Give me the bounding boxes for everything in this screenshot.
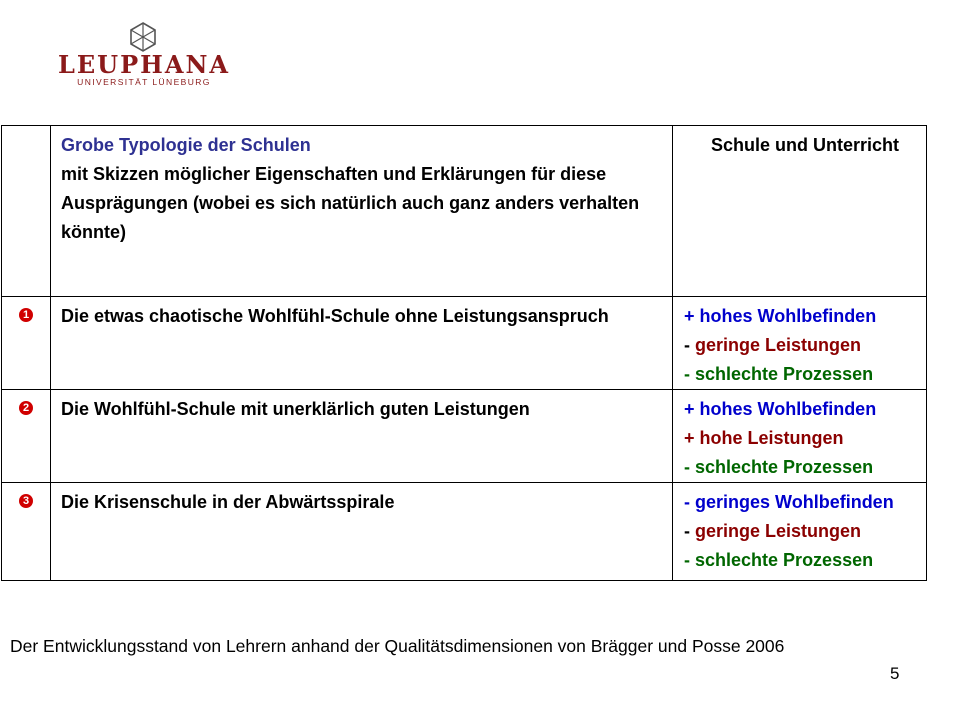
school-type-label: Die Wohlfühl-Schule mit unerklärlich guten Leistungen	[61, 399, 530, 419]
row-results	[673, 297, 927, 390]
row-number-cell	[2, 390, 51, 483]
table-title: Grobe Typologie der Schulen	[61, 135, 311, 155]
result-line: - schlechte Prozessen	[684, 364, 874, 384]
result-line: - geringes Wohlbefinden	[684, 492, 894, 512]
typology-table	[1, 125, 927, 581]
table-row	[2, 483, 927, 581]
row-description	[51, 390, 673, 483]
school-type-label: Die Krisenschule in der Abwärtsspirale	[61, 492, 395, 512]
header-number-cell	[2, 126, 51, 297]
row-results	[673, 390, 927, 483]
logo	[0, 0, 282, 124]
number-bullet-icon: 3	[19, 494, 33, 508]
table-row	[2, 390, 927, 483]
table-header-row	[2, 126, 927, 297]
page-number: 5	[890, 664, 900, 683]
logo-subtitle: UNIVERSITÄT LÜNEBURG	[77, 77, 211, 87]
column-heading: Schule und Unterricht	[710, 135, 899, 155]
leuphana-emblem-icon	[130, 22, 156, 52]
row-description	[51, 297, 673, 390]
school-type-label: Die etwas chaotische Wohlfühl-Schule ohne Leistungsanspruch	[61, 306, 609, 326]
result-line: + hohes Wohlbefinden	[684, 399, 877, 419]
result-line: + hohe Leistungen	[684, 428, 844, 448]
row-number-cell	[2, 483, 51, 581]
row-description	[51, 483, 673, 581]
result-line: - schlechte Prozessen	[684, 457, 874, 477]
row-results	[673, 483, 927, 581]
header-right-cell	[673, 126, 927, 297]
result-line: - geringe Leistungen	[684, 521, 862, 541]
table-row	[2, 297, 927, 390]
footer-caption: Der Entwicklungsstand von Lehrern anhand der Qualitätsdimensionen von Brägger und Posse 2006	[10, 636, 785, 656]
number-bullet-icon: 2	[19, 401, 33, 415]
header-description-cell	[51, 126, 673, 297]
number-bullet-icon: 1	[19, 308, 33, 322]
logo-wordmark: LEUPHANA	[58, 50, 230, 79]
result-line: + hohes Wohlbefinden	[684, 306, 877, 326]
result-line: - schlechte Prozessen	[684, 550, 874, 570]
row-number-cell	[2, 297, 51, 390]
result-line: - geringe Leistungen	[684, 335, 862, 355]
table-subtitle: mit Skizzen möglicher Eigenschaften und Erklärungen für diese Ausprägungen (wobei es sich natürlich auch ganz anders verhalten könnte)	[61, 164, 640, 242]
